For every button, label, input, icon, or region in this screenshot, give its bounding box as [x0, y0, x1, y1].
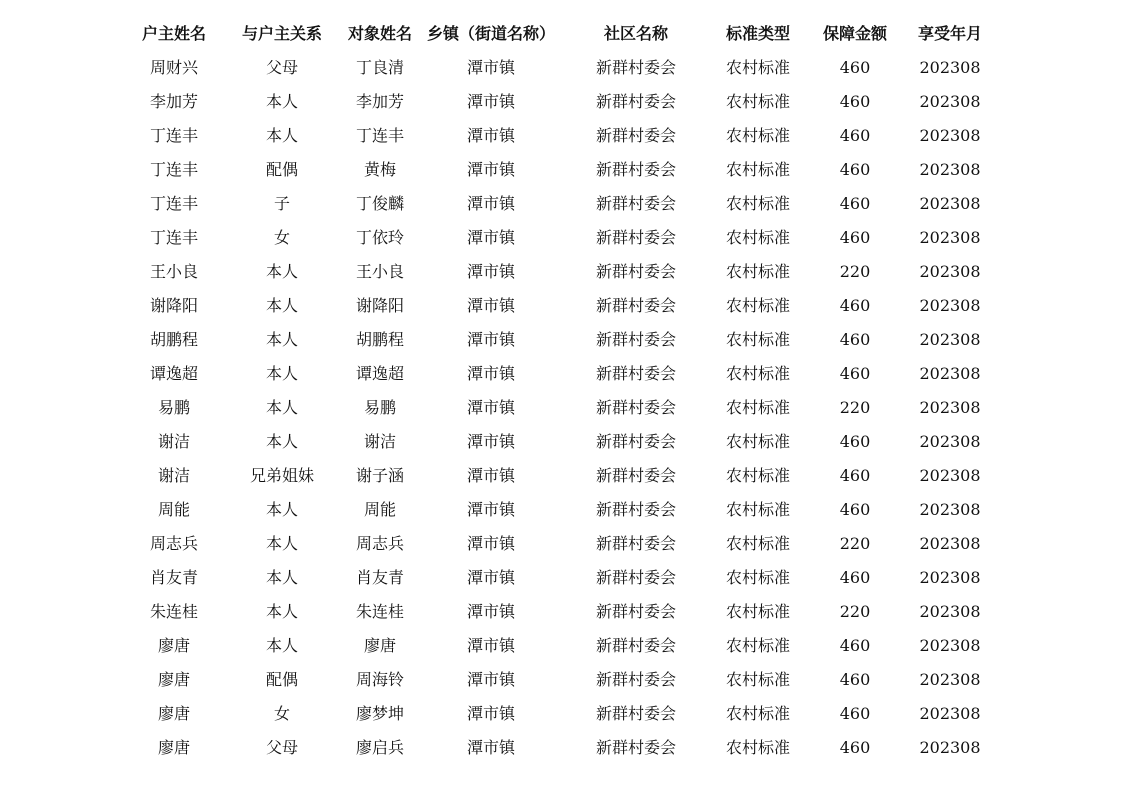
township-cell: 潭市镇: [466, 330, 515, 349]
period-cell: 202308: [919, 296, 981, 315]
householder-name-cell: 王小良: [149, 262, 198, 281]
period-cell: 202308: [919, 364, 981, 383]
township-cell: 潭市镇: [466, 534, 515, 553]
township-cell: 潭市镇: [466, 228, 515, 247]
header-amount: 保障金额: [822, 24, 887, 43]
township-cell: 潭市镇: [466, 670, 515, 689]
table-row: [0, 629, 1122, 663]
recipient-name-cell: 周志兵: [355, 534, 404, 553]
standard-type-cell: 农村标准: [725, 160, 790, 179]
table-row: [0, 289, 1122, 323]
standard-type-cell: 农村标准: [725, 602, 790, 621]
community-cell: 新群村委会: [595, 160, 676, 179]
township-cell: 潭市镇: [466, 602, 515, 621]
relationship-cell: 本人: [265, 500, 298, 519]
recipient-name-cell: 谭逸超: [355, 364, 404, 383]
township-cell: 潭市镇: [466, 194, 515, 213]
householder-name-cell: 廖唐: [157, 738, 190, 757]
period-cell: 202308: [919, 636, 981, 655]
householder-name-cell: 易鹏: [157, 398, 190, 417]
standard-type-cell: 农村标准: [725, 500, 790, 519]
standard-type-cell: 农村标准: [725, 126, 790, 145]
recipient-name-cell: 丁良清: [355, 58, 404, 77]
amount-cell: 460: [839, 126, 871, 145]
relationship-cell: 父母: [265, 738, 298, 757]
period-cell: 202308: [919, 466, 981, 485]
amount-cell: 460: [839, 704, 871, 723]
householder-name-cell: 廖唐: [157, 636, 190, 655]
header-standard-type: 标准类型: [725, 24, 790, 43]
standard-type-cell: 农村标准: [725, 568, 790, 587]
community-cell: 新群村委会: [595, 194, 676, 213]
period-cell: 202308: [919, 568, 981, 587]
relationship-cell: 女: [273, 228, 290, 247]
recipient-name-cell: 肖友青: [355, 568, 404, 587]
amount-cell: 220: [839, 534, 871, 553]
header-householder-name: 户主姓名: [141, 24, 206, 43]
header-township: 乡镇（街道名称）: [426, 24, 555, 43]
period-cell: 202308: [919, 228, 981, 247]
township-cell: 潭市镇: [466, 364, 515, 383]
amount-cell: 220: [839, 602, 871, 621]
relationship-cell: 子: [273, 194, 290, 213]
period-cell: 202308: [919, 432, 981, 451]
standard-type-cell: 农村标准: [725, 466, 790, 485]
recipient-name-cell: 李加芳: [355, 92, 404, 111]
householder-name-cell: 周财兴: [149, 58, 198, 77]
relationship-cell: 配偶: [265, 670, 298, 689]
householder-name-cell: 谢洁: [157, 432, 190, 451]
period-cell: 202308: [919, 262, 981, 281]
relationship-cell: 本人: [265, 568, 298, 587]
recipient-name-cell: 易鹏: [363, 398, 396, 417]
table-row: [0, 731, 1122, 765]
community-cell: 新群村委会: [595, 398, 676, 417]
householder-name-cell: 谢降阳: [149, 296, 198, 315]
householder-name-cell: 周志兵: [149, 534, 198, 553]
community-cell: 新群村委会: [595, 704, 676, 723]
householder-name-cell: 廖唐: [157, 670, 190, 689]
community-cell: 新群村委会: [595, 364, 676, 383]
period-cell: 202308: [919, 602, 981, 621]
table-row: [0, 425, 1122, 459]
table-row: [0, 663, 1122, 697]
householder-name-cell: 朱连桂: [149, 602, 198, 621]
amount-cell: 460: [839, 364, 871, 383]
householder-name-cell: 谢洁: [157, 466, 190, 485]
recipient-name-cell: 丁连丰: [355, 126, 404, 145]
recipient-name-cell: 谢降阳: [355, 296, 404, 315]
amount-cell: 460: [839, 228, 871, 247]
community-cell: 新群村委会: [595, 738, 676, 757]
standard-type-cell: 农村标准: [725, 194, 790, 213]
standard-type-cell: 农村标准: [725, 534, 790, 553]
relationship-cell: 兄弟姐妹: [249, 466, 314, 485]
community-cell: 新群村委会: [595, 432, 676, 451]
community-cell: 新群村委会: [595, 636, 676, 655]
recipient-name-cell: 谢洁: [363, 432, 396, 451]
householder-name-cell: 廖唐: [157, 704, 190, 723]
period-cell: 202308: [919, 58, 981, 77]
period-cell: 202308: [919, 704, 981, 723]
standard-type-cell: 农村标准: [725, 738, 790, 757]
header-recipient-name: 对象姓名: [347, 24, 412, 43]
recipient-name-cell: 周能: [363, 500, 396, 519]
community-cell: 新群村委会: [595, 568, 676, 587]
beneficiary-table: [0, 17, 1122, 765]
amount-cell: 460: [839, 568, 871, 587]
amount-cell: 460: [839, 160, 871, 179]
township-cell: 潭市镇: [466, 262, 515, 281]
table-row: [0, 459, 1122, 493]
householder-name-cell: 丁连丰: [149, 228, 198, 247]
township-cell: 潭市镇: [466, 738, 515, 757]
period-cell: 202308: [919, 194, 981, 213]
householder-name-cell: 丁连丰: [149, 160, 198, 179]
standard-type-cell: 农村标准: [725, 636, 790, 655]
township-cell: 潭市镇: [466, 500, 515, 519]
amount-cell: 460: [839, 670, 871, 689]
relationship-cell: 本人: [265, 92, 298, 111]
community-cell: 新群村委会: [595, 262, 676, 281]
township-cell: 潭市镇: [466, 636, 515, 655]
relationship-cell: 父母: [265, 58, 298, 77]
township-cell: 潭市镇: [466, 398, 515, 417]
community-cell: 新群村委会: [595, 466, 676, 485]
recipient-name-cell: 谢子涵: [355, 466, 404, 485]
township-cell: 潭市镇: [466, 704, 515, 723]
table-row: [0, 85, 1122, 119]
relationship-cell: 本人: [265, 330, 298, 349]
period-cell: 202308: [919, 126, 981, 145]
relationship-cell: 本人: [265, 602, 298, 621]
relationship-cell: 本人: [265, 296, 298, 315]
table-header-row: [0, 17, 1122, 51]
amount-cell: 460: [839, 194, 871, 213]
township-cell: 潭市镇: [466, 126, 515, 145]
period-cell: 202308: [919, 398, 981, 417]
community-cell: 新群村委会: [595, 500, 676, 519]
period-cell: 202308: [919, 330, 981, 349]
table-body: [0, 51, 1122, 765]
period-cell: 202308: [919, 738, 981, 757]
table-row: [0, 493, 1122, 527]
township-cell: 潭市镇: [466, 432, 515, 451]
table-row: [0, 595, 1122, 629]
amount-cell: 460: [839, 92, 871, 111]
township-cell: 潭市镇: [466, 92, 515, 111]
amount-cell: 460: [839, 636, 871, 655]
recipient-name-cell: 廖启兵: [355, 738, 404, 757]
householder-name-cell: 肖友青: [149, 568, 198, 587]
standard-type-cell: 农村标准: [725, 262, 790, 281]
relationship-cell: 女: [273, 704, 290, 723]
recipient-name-cell: 丁依玲: [355, 228, 404, 247]
amount-cell: 460: [839, 432, 871, 451]
table-row: [0, 119, 1122, 153]
period-cell: 202308: [919, 500, 981, 519]
relationship-cell: 本人: [265, 636, 298, 655]
relationship-cell: 配偶: [265, 160, 298, 179]
amount-cell: 460: [839, 500, 871, 519]
standard-type-cell: 农村标准: [725, 58, 790, 77]
community-cell: 新群村委会: [595, 602, 676, 621]
relationship-cell: 本人: [265, 534, 298, 553]
recipient-name-cell: 胡鹏程: [355, 330, 404, 349]
standard-type-cell: 农村标准: [725, 330, 790, 349]
period-cell: 202308: [919, 670, 981, 689]
table-row: [0, 221, 1122, 255]
township-cell: 潭市镇: [466, 466, 515, 485]
amount-cell: 460: [839, 330, 871, 349]
householder-name-cell: 周能: [157, 500, 190, 519]
standard-type-cell: 农村标准: [725, 296, 790, 315]
amount-cell: 460: [839, 738, 871, 757]
recipient-name-cell: 王小良: [355, 262, 404, 281]
table-row: [0, 153, 1122, 187]
period-cell: 202308: [919, 160, 981, 179]
recipient-name-cell: 周海铃: [355, 670, 404, 689]
community-cell: 新群村委会: [595, 670, 676, 689]
table-row: [0, 255, 1122, 289]
amount-cell: 460: [839, 466, 871, 485]
standard-type-cell: 农村标准: [725, 398, 790, 417]
period-cell: 202308: [919, 92, 981, 111]
township-cell: 潭市镇: [466, 568, 515, 587]
table-row: [0, 51, 1122, 85]
community-cell: 新群村委会: [595, 126, 676, 145]
householder-name-cell: 丁连丰: [149, 194, 198, 213]
table-row: [0, 357, 1122, 391]
amount-cell: 460: [839, 58, 871, 77]
header-relationship: 与户主关系: [241, 24, 322, 43]
recipient-name-cell: 朱连桂: [355, 602, 404, 621]
community-cell: 新群村委会: [595, 228, 676, 247]
header-period: 享受年月: [917, 24, 982, 43]
table-row: [0, 391, 1122, 425]
householder-name-cell: 李加芳: [149, 92, 198, 111]
table-row: [0, 187, 1122, 221]
community-cell: 新群村委会: [595, 296, 676, 315]
relationship-cell: 本人: [265, 126, 298, 145]
amount-cell: 220: [839, 398, 871, 417]
householder-name-cell: 谭逸超: [149, 364, 198, 383]
recipient-name-cell: 廖梦坤: [355, 704, 404, 723]
standard-type-cell: 农村标准: [725, 432, 790, 451]
table-row: [0, 323, 1122, 357]
table-row: [0, 527, 1122, 561]
standard-type-cell: 农村标准: [725, 670, 790, 689]
relationship-cell: 本人: [265, 262, 298, 281]
recipient-name-cell: 黄梅: [363, 160, 396, 179]
amount-cell: 460: [839, 296, 871, 315]
householder-name-cell: 丁连丰: [149, 126, 198, 145]
relationship-cell: 本人: [265, 364, 298, 383]
township-cell: 潭市镇: [466, 58, 515, 77]
recipient-name-cell: 廖唐: [363, 636, 396, 655]
table-row: [0, 561, 1122, 595]
period-cell: 202308: [919, 534, 981, 553]
standard-type-cell: 农村标准: [725, 228, 790, 247]
householder-name-cell: 胡鹏程: [149, 330, 198, 349]
amount-cell: 220: [839, 262, 871, 281]
township-cell: 潭市镇: [466, 296, 515, 315]
community-cell: 新群村委会: [595, 58, 676, 77]
standard-type-cell: 农村标准: [725, 92, 790, 111]
relationship-cell: 本人: [265, 432, 298, 451]
community-cell: 新群村委会: [595, 534, 676, 553]
header-community: 社区名称: [603, 24, 668, 43]
table-row: [0, 697, 1122, 731]
relationship-cell: 本人: [265, 398, 298, 417]
community-cell: 新群村委会: [595, 330, 676, 349]
standard-type-cell: 农村标准: [725, 704, 790, 723]
township-cell: 潭市镇: [466, 160, 515, 179]
community-cell: 新群村委会: [595, 92, 676, 111]
standard-type-cell: 农村标准: [725, 364, 790, 383]
recipient-name-cell: 丁俊麟: [355, 194, 404, 213]
